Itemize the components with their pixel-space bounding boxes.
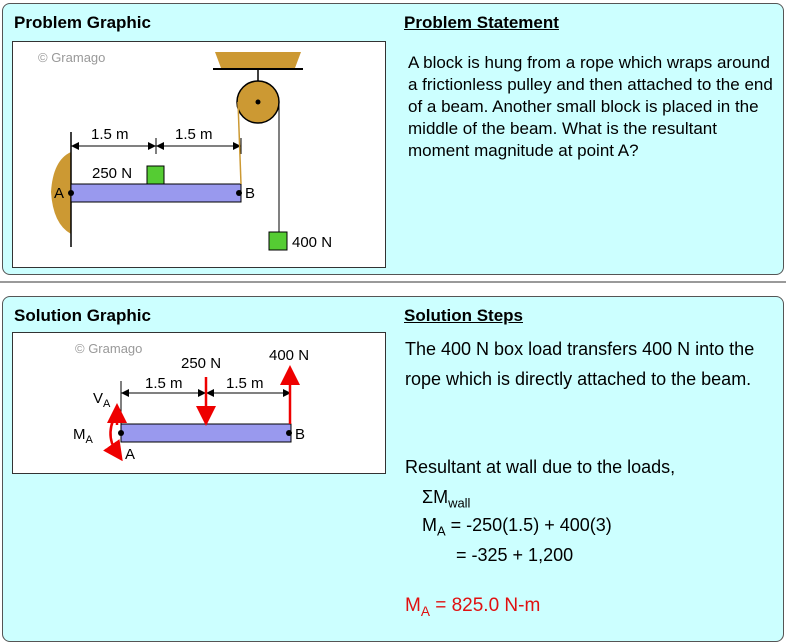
point-b-label: B	[245, 185, 256, 202]
solution-graphic	[12, 332, 386, 474]
point-a-dot	[118, 430, 124, 436]
problem-graphic-heading: Problem Graphic	[14, 13, 151, 32]
answer: $M_A = 825.0$ N-m	[405, 595, 541, 619]
ma-label: $M_A$	[73, 426, 93, 446]
beam	[71, 184, 241, 202]
point-b-dot	[286, 430, 292, 436]
point-b-label: B	[295, 426, 306, 443]
dim-right-label: 1.5 m	[226, 375, 264, 392]
solution-steps-heading: Solution Steps	[404, 306, 523, 325]
point-b-dot	[236, 190, 242, 196]
solution-diagram	[13, 333, 385, 473]
dim-right-label: 1.5 m	[175, 126, 213, 143]
point-a-label: A	[125, 446, 136, 463]
copyright-mark: © Gramago	[38, 50, 106, 65]
problem-statement-heading: Problem Statement	[404, 13, 559, 32]
panel-separator	[0, 281, 786, 283]
dim-left-label: 1.5 m	[91, 126, 129, 143]
force-up-label: 400 N	[269, 347, 310, 364]
va-label: $V_A$	[93, 390, 111, 410]
moment-evaluation: = -325 + 1,200	[456, 545, 574, 565]
small-block-label: 250 N	[92, 165, 133, 182]
pulley-axle	[256, 100, 261, 105]
resultant-intro: Resultant at wall due to the loads,	[405, 457, 676, 477]
moment-equation: $M_A = -250(1.5) + 400(3)$	[422, 515, 612, 539]
point-a-dot	[68, 190, 74, 196]
problem-statement-text: A block is hung from a rope which wraps around a frictionless pulley and then attached to the end of a beam. Another small block is placed in the middle of the beam. What is the resultant moment magnitude at point A?	[408, 53, 773, 160]
hanging-block	[269, 232, 287, 250]
copyright-mark: © Gramago	[75, 341, 143, 356]
problem-diagram	[13, 42, 385, 267]
solution-step-text: The 400 N box load transfers 400 N into the rope which is directly attached to the beam.	[405, 339, 755, 389]
force-down-label: 250 N	[181, 355, 222, 372]
ceiling-mount	[215, 52, 301, 68]
point-a-label: A	[54, 185, 65, 202]
dim-left-label: 1.5 m	[145, 375, 183, 392]
hanging-block-label: 400 N	[292, 234, 333, 251]
problem-graphic	[12, 41, 386, 268]
small-block	[147, 166, 164, 184]
beam	[121, 424, 291, 442]
sum-moment-label: $\Sigma M_{wall}$	[422, 487, 471, 511]
solution-graphic-heading: Solution Graphic	[14, 306, 151, 325]
